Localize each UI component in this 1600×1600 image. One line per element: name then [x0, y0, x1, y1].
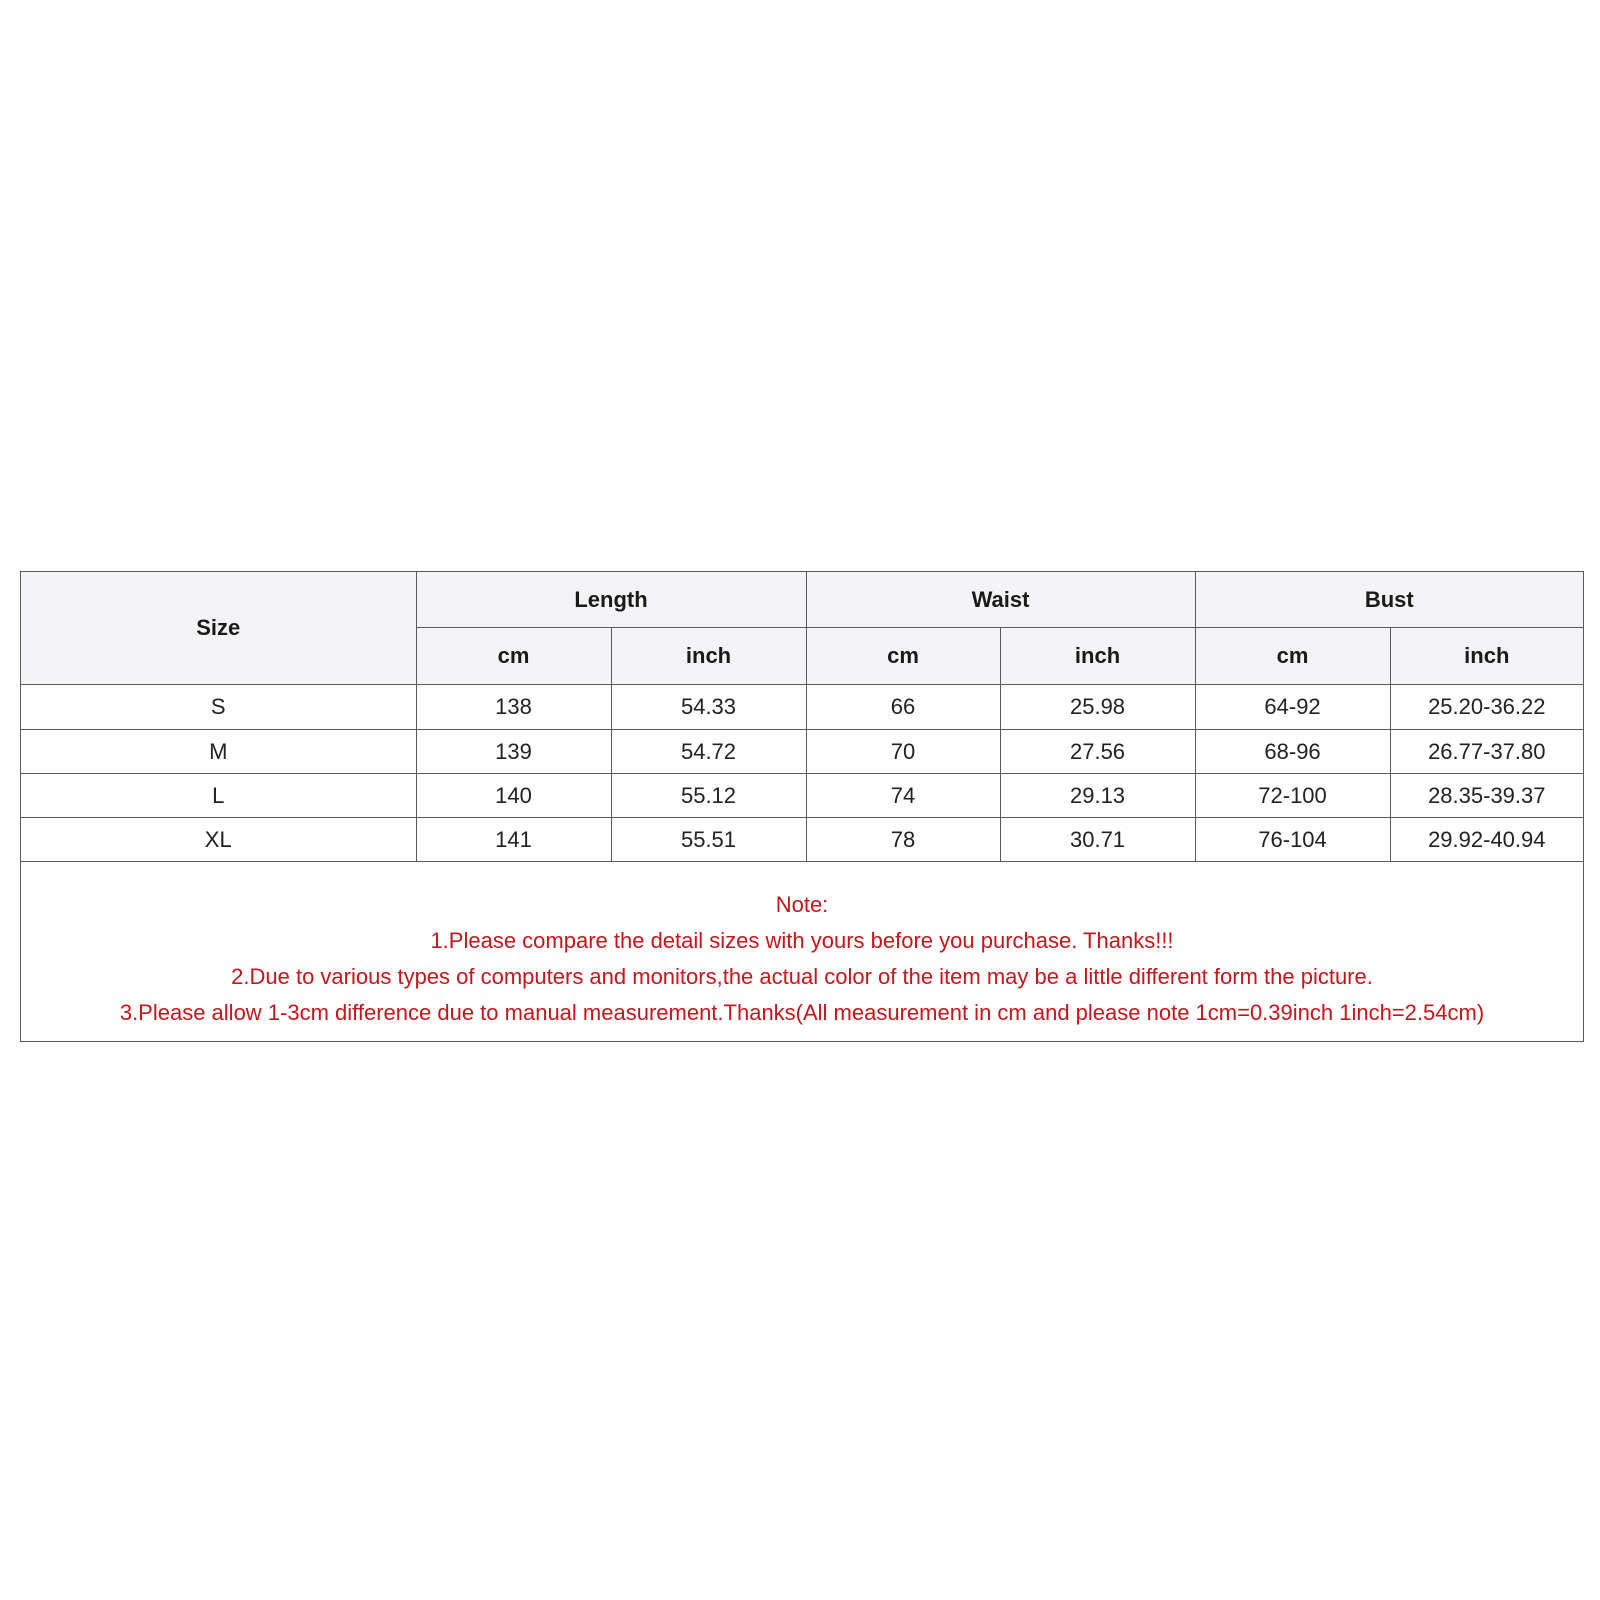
note-line-2: 2.Due to various types of computers and monitors,the actual color of the item may be a little different form the picture. [231, 964, 1373, 989]
waist-cm-header: cm [806, 628, 1000, 685]
length-inch-cell: 54.33 [611, 685, 806, 730]
waist-cm-cell: 66 [806, 685, 1000, 730]
bust-cm-cell: 64-92 [1195, 685, 1390, 730]
waist-inch-cell: 29.13 [1000, 774, 1195, 818]
waist-cm-cell: 74 [806, 774, 1000, 818]
bust-inch-cell: 29.92-40.94 [1390, 818, 1583, 862]
table-row [21, 818, 1583, 862]
length-cm-header: cm [416, 628, 611, 685]
length-cm-cell: 138 [416, 685, 611, 730]
length-inch-cell: 55.51 [611, 818, 806, 862]
waist-group-header: Waist [806, 572, 1195, 628]
bust-cm-header: cm [1195, 628, 1390, 685]
size-column-header: Size [21, 572, 416, 685]
size-chart [20, 571, 1584, 1042]
size-cell: XL [21, 818, 416, 862]
note-line-3: 3.Please allow 1-3cm difference due to manual measurement.Thanks(All measurement in cm and please note 1cm=0.39inch 1inch=2.54cm) [119, 1000, 1485, 1025]
bust-cm-cell: 68-96 [1195, 730, 1390, 774]
waist-inch-header: inch [1000, 628, 1195, 685]
table-row [21, 730, 1583, 774]
length-inch-header: inch [611, 628, 806, 685]
size-cell: M [21, 730, 416, 774]
length-cm-cell: 139 [416, 730, 611, 774]
bust-inch-cell: 26.77-37.80 [1390, 730, 1583, 774]
waist-inch-cell: 27.56 [1000, 730, 1195, 774]
length-group-header: Length [416, 572, 806, 628]
waist-cm-cell: 70 [806, 730, 1000, 774]
bust-inch-cell: 25.20-36.22 [1390, 685, 1583, 730]
note-title: Note: [775, 892, 829, 917]
length-inch-cell: 55.12 [611, 774, 806, 818]
note-line-1: 1.Please compare the detail sizes with yours before you purchase. Thanks!!! [430, 928, 1174, 953]
bust-cm-cell: 72-100 [1195, 774, 1390, 818]
waist-inch-cell: 25.98 [1000, 685, 1195, 730]
notes-section [21, 862, 1583, 1041]
bust-inch-header: inch [1390, 628, 1583, 685]
header-row-groups [21, 572, 1583, 628]
length-inch-cell: 54.72 [611, 730, 806, 774]
length-cm-cell: 141 [416, 818, 611, 862]
size-cell: L [21, 774, 416, 818]
size-cell: S [21, 685, 416, 730]
bust-cm-cell: 76-104 [1195, 818, 1390, 862]
size-table [21, 572, 1583, 862]
table-row [21, 685, 1583, 730]
waist-inch-cell: 30.71 [1000, 818, 1195, 862]
table-row [21, 774, 1583, 818]
bust-inch-cell: 28.35-39.37 [1390, 774, 1583, 818]
waist-cm-cell: 78 [806, 818, 1000, 862]
bust-group-header: Bust [1195, 572, 1583, 628]
length-cm-cell: 140 [416, 774, 611, 818]
